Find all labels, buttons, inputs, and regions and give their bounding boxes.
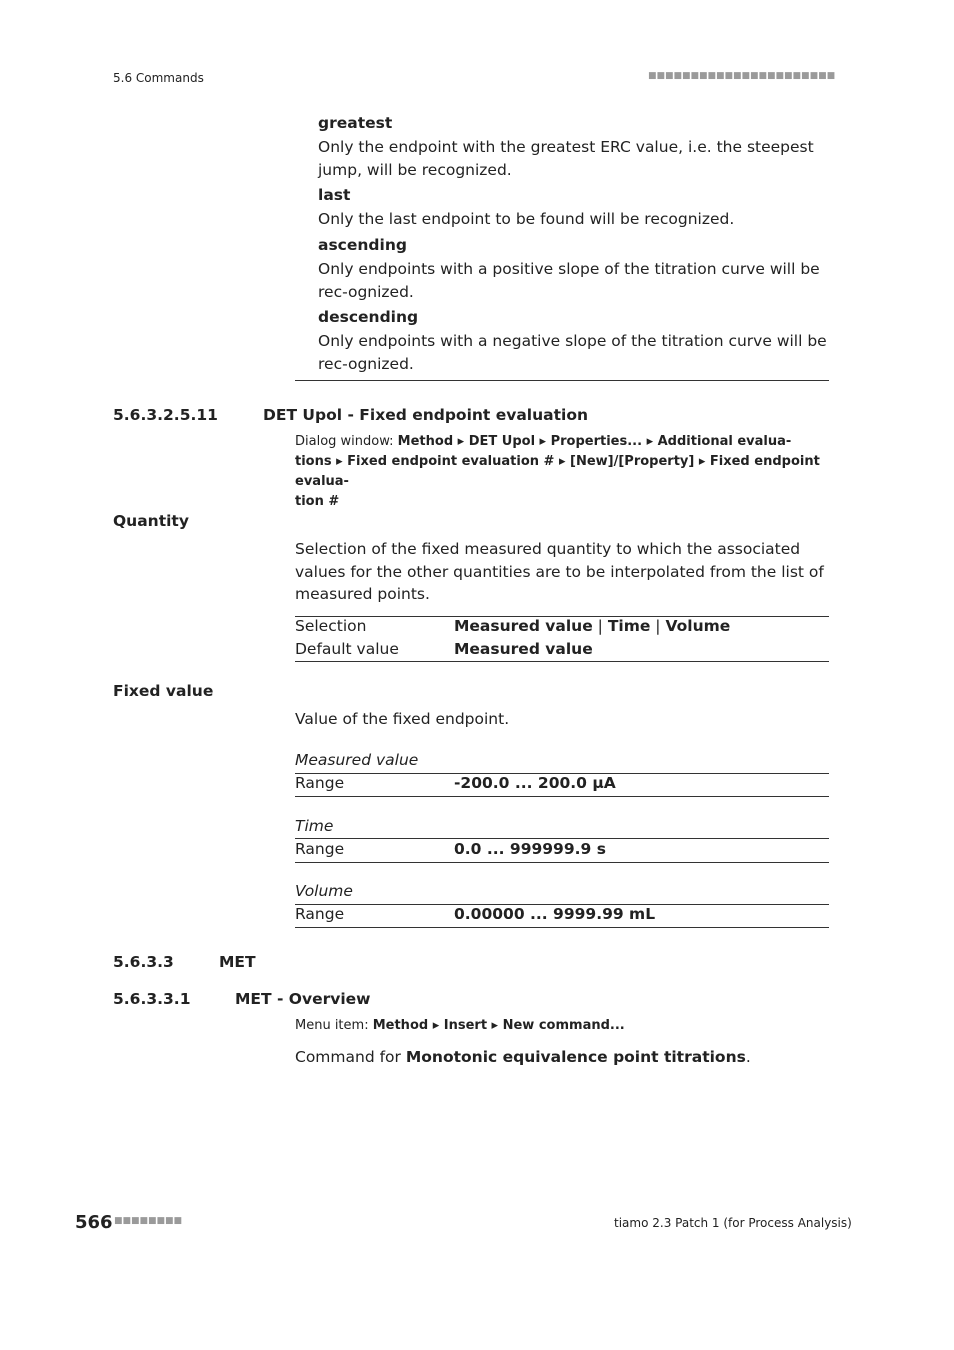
command-description bbox=[295, 1046, 829, 1069]
command-prefix: Command for bbox=[295, 1048, 406, 1066]
definition-term: greatest bbox=[318, 114, 393, 132]
section-heading bbox=[113, 406, 588, 424]
table-bottom-rule bbox=[295, 661, 829, 662]
path-prefix: Dialog window: bbox=[295, 434, 398, 449]
section-number: 5.6.3.3 bbox=[113, 953, 174, 971]
table-value: 0.00000 ... 9999.99 mL bbox=[454, 905, 656, 923]
table-bottom-rule bbox=[295, 862, 829, 863]
command-name: Monotonic equivalence point titrations bbox=[405, 1048, 746, 1066]
section-heading bbox=[113, 990, 371, 1008]
table-label: Range bbox=[295, 905, 345, 923]
divider bbox=[295, 380, 829, 381]
table-label: Default value bbox=[295, 640, 399, 658]
footer-dots: ■■■■■■■■ bbox=[114, 1216, 183, 1226]
page-number: 566 bbox=[75, 1212, 113, 1233]
section-title: DET Upol - Fixed endpoint evaluation bbox=[263, 406, 589, 424]
path-line: tions ▸ Fixed endpoint evaluation # ▸ [New]/[Property] ▸ Fixed endpoint evalua- bbox=[295, 454, 820, 489]
option: Measured value bbox=[454, 617, 593, 635]
path-line: Method ▸ DET Upol ▸ Properties... ▸ Additional evalua- bbox=[397, 434, 792, 449]
definition-text: Only endpoints with a positive slope of the titration curve will be rec-ognized. bbox=[318, 260, 820, 301]
table-label: Selection bbox=[295, 617, 367, 635]
section-number: 5.6.3.3.1 bbox=[113, 990, 191, 1008]
table-value: 0.0 ... 999999.9 s bbox=[454, 840, 606, 858]
path-line: Method ▸ Insert ▸ New command... bbox=[372, 1018, 625, 1033]
definition-text: Only the endpoint with the greatest ERC value, i.e. the steepest jump, will be recognized. bbox=[318, 138, 814, 179]
command-suffix: . bbox=[745, 1048, 751, 1066]
table-bottom-rule bbox=[295, 927, 829, 928]
section-heading bbox=[113, 953, 256, 971]
table-top-rule bbox=[295, 838, 829, 839]
table-label: Range bbox=[295, 840, 345, 858]
section-title: MET bbox=[219, 953, 256, 971]
range-group-title: Time bbox=[295, 817, 334, 835]
footer-product: tiamo 2.3 Patch 1 (for Process Analysis) bbox=[614, 1216, 852, 1230]
table-value: -200.0 ... 200.0 µA bbox=[454, 774, 616, 792]
running-header-dots: ■■■■■■■■■■■■■■■■■■■■■■ bbox=[648, 71, 836, 81]
table-bottom-rule bbox=[295, 796, 829, 797]
section-title: MET - Overview bbox=[235, 990, 371, 1008]
definition-text: Only the last endpoint to be found will be recognized. bbox=[318, 210, 735, 228]
parameter-description: Value of the fixed endpoint. bbox=[295, 710, 510, 728]
definition-term: last bbox=[318, 186, 351, 204]
running-header-section: 5.6 Commands bbox=[113, 71, 204, 85]
option: Time bbox=[607, 617, 651, 635]
path-prefix: Menu item: bbox=[295, 1018, 373, 1033]
table-value bbox=[454, 617, 730, 635]
definition-term: ascending bbox=[318, 236, 407, 254]
parameter-heading: Fixed value bbox=[113, 682, 214, 700]
parameter-description: Selection of the fixed measured quantity to which the associated values for the other quantities are to be interpolated from the list of measured points. bbox=[295, 540, 824, 603]
table-label: Range bbox=[295, 774, 345, 792]
definition-term: descending bbox=[318, 308, 419, 326]
option: Volume bbox=[665, 617, 731, 635]
section-number: 5.6.3.2.5.11 bbox=[113, 406, 218, 424]
dialog-path bbox=[295, 432, 830, 512]
menu-path bbox=[295, 1016, 830, 1036]
range-group-title: Measured value bbox=[295, 751, 419, 769]
option-separator: | bbox=[650, 617, 666, 635]
definition-text: Only endpoints with a negative slope of the titration curve will be rec-ognized. bbox=[318, 332, 827, 373]
parameter-heading: Quantity bbox=[113, 512, 189, 530]
table-value: Measured value bbox=[454, 640, 593, 658]
path-line: tion # bbox=[295, 494, 340, 509]
range-group-title: Volume bbox=[295, 882, 353, 900]
option-separator: | bbox=[592, 617, 608, 635]
